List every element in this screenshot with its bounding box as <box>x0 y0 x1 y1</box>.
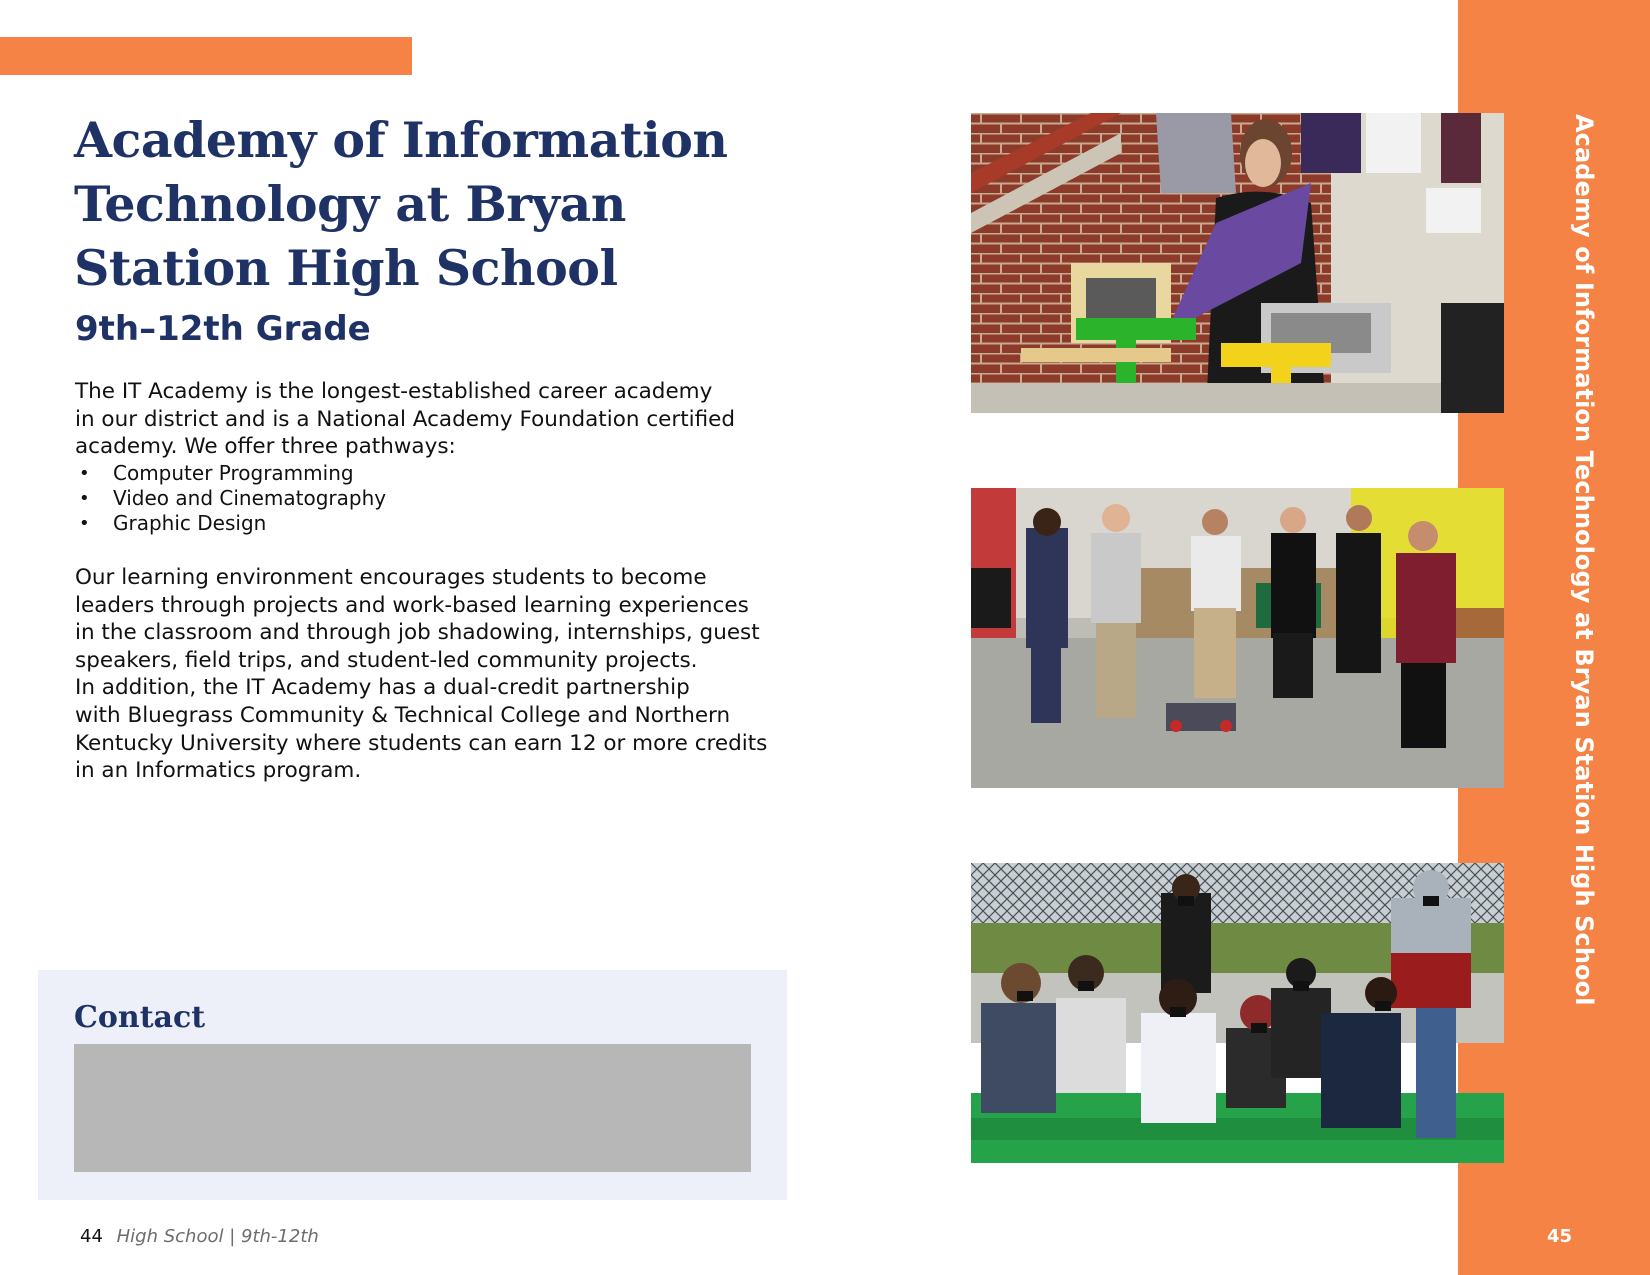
pathway-item: • Graphic Design <box>75 511 775 536</box>
title-line: Academy of Information <box>74 111 728 169</box>
photo-robotics-group <box>971 488 1504 788</box>
top-accent-bar <box>0 37 412 75</box>
body-line: in an Informatics program. <box>75 758 362 784</box>
page-title <box>74 108 794 300</box>
intro-line: in our district and is a National Academy Foundation certified <box>75 406 736 432</box>
page-number-right: 45 <box>1547 1226 1573 1247</box>
pathways-list <box>75 461 775 536</box>
body-line: Our learning environment encourages students to become <box>75 565 707 590</box>
intro-line: academy. We offer three pathways: <box>75 434 456 459</box>
body-line: speakers, field trips, and student-led community projects. <box>75 647 698 673</box>
photo-screen-printing-graphic <box>971 113 1504 413</box>
title-line: Station High School <box>74 239 618 297</box>
intro-section <box>75 378 775 536</box>
photo-photography-students-graphic <box>971 863 1504 1163</box>
body-line: In addition, the IT Academy has a dual-credit partnership <box>75 675 690 701</box>
photo-photography-students <box>971 863 1504 1163</box>
pathway-item: • Computer Programming <box>75 461 775 486</box>
photo-screen-printing <box>971 113 1504 413</box>
footer-left <box>80 1226 319 1247</box>
body-line: Kentucky University where students can earn 12 or more credits <box>75 730 768 756</box>
pathway-item: • Video and Cinematography <box>75 486 775 511</box>
contact-info-placeholder <box>74 1044 751 1172</box>
page-number-left: 44 <box>80 1226 103 1247</box>
contact-title: Contact <box>74 1000 206 1035</box>
contact-box <box>38 970 787 1200</box>
body-line: leaders through projects and work-based learning experiences <box>75 592 749 618</box>
body-line: with Bluegrass Community & Technical College and Northern <box>75 702 731 728</box>
footer-section-label: High School | 9th-12th <box>116 1226 319 1247</box>
photo-robotics-group-graphic <box>971 488 1504 788</box>
body-section <box>75 564 775 785</box>
intro-paragraph <box>75 378 775 461</box>
side-title: Academy of Information Technology at Bryan Station High School <box>1570 114 1598 1006</box>
title-line: Technology at Bryan <box>74 175 626 233</box>
intro-line: The IT Academy is the longest-established career academy <box>75 379 713 404</box>
grade-subtitle: 9th–12th Grade <box>75 309 371 349</box>
body-paragraph <box>75 564 775 785</box>
body-line: in the classroom and through job shadowing, internships, guest <box>75 620 760 646</box>
